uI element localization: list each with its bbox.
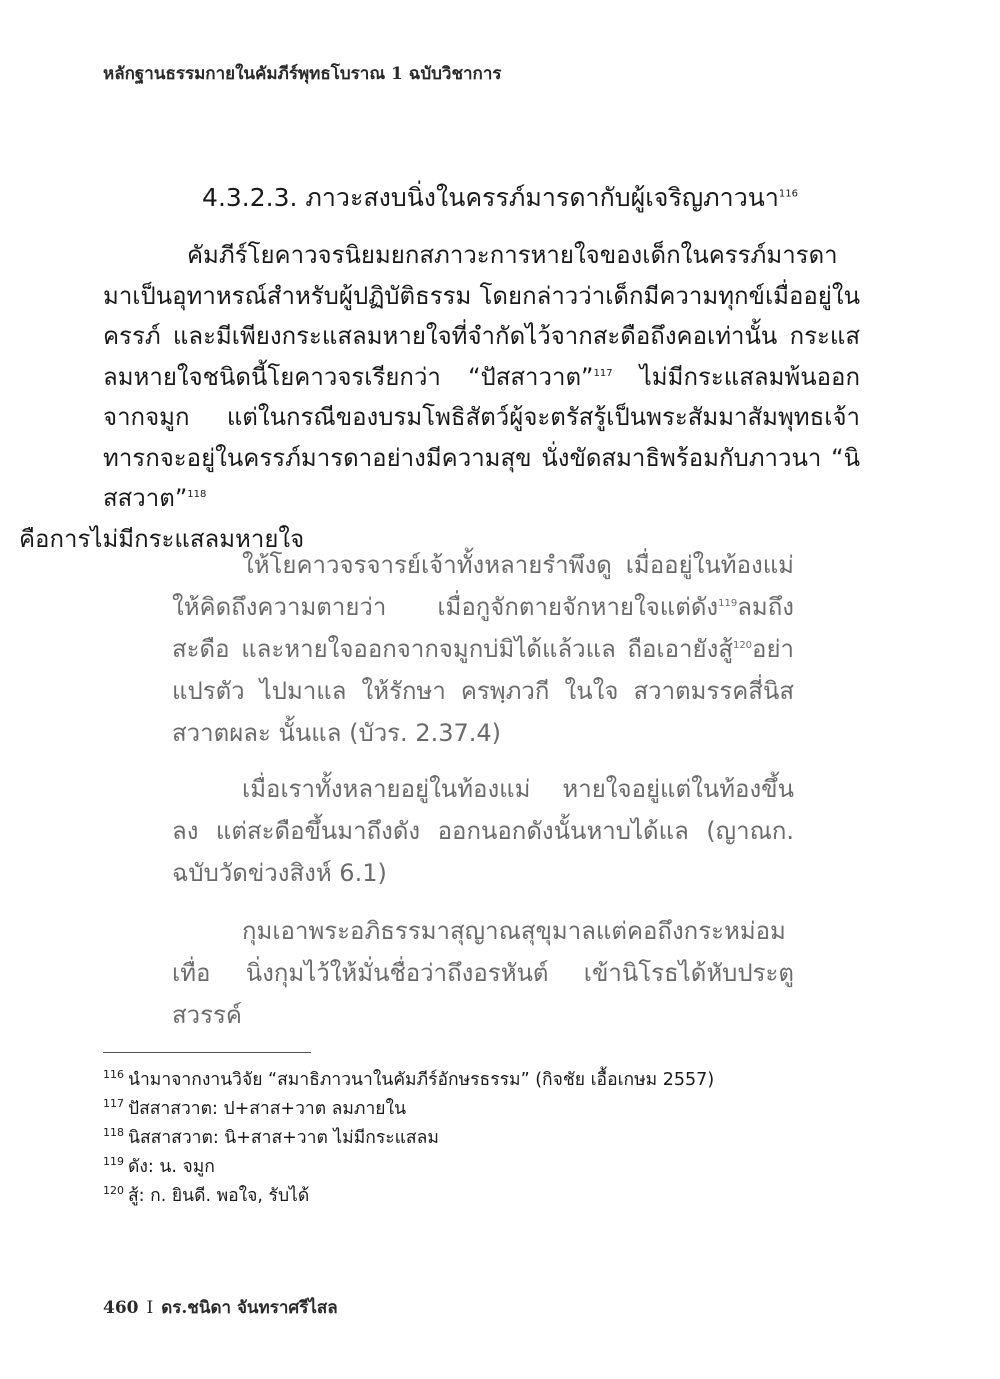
- body-paragraph: [19, 235, 860, 559]
- footnote-number: 118: [103, 1126, 124, 1140]
- page-footer: [103, 1294, 338, 1321]
- footnote-ref-116: 116: [778, 188, 798, 200]
- quote-text-part: อย่าแปรตัว ไปมาแล ให้รักษา ครพฺภวกี ในใจ สวาตมรรคสี่นิสสวาตผละ นั้นแล (บัวร. 2.37.4): [172, 635, 794, 747]
- block-quote-1: [172, 544, 794, 754]
- body-text: [19, 235, 860, 559]
- footnote-text: ปัสสาสวาต: ป+สาส+วาต ลมภายใน: [128, 1099, 407, 1119]
- author-name: ดร.ชนิดา จันทราศรีไสล: [161, 1298, 338, 1318]
- footer-separator: I: [146, 1298, 154, 1318]
- footnote-ref-117: 117: [593, 367, 613, 379]
- footnote-number: 116: [103, 1068, 124, 1082]
- footnote: [103, 1182, 714, 1211]
- footnote-divider: [103, 1052, 311, 1053]
- footnote-text: นำมาจากงานวิจัย “สมาธิภาวนาในคัมภีร์อักษรธรรม” (กิจชัย เอื้อเกษม 2557): [128, 1070, 715, 1090]
- quote-paragraph: กุมเอาพระอภิธรรมาสุญาณสุขุมาลแต่คอถึงกระหม่อมเทื่อ นิ่งกุมไว้ให้มั่นชื่อว่าถึงอรหันต์ เข้านิโรธได้หับประตูสวรรค์: [172, 917, 794, 1029]
- footnote: [103, 1153, 714, 1182]
- footnote: [103, 1066, 714, 1095]
- footnote-number: 119: [103, 1155, 124, 1169]
- body-text-part: คือการไม่มีกระแสลมหายใจ: [19, 524, 305, 553]
- body-text-part: คัมภีร์โยคาวจรนิยมยกสภาวะการหายใจของเด็กในครรภ์มารดามาเป็นอุทาหรณ์สำหรับผู้ปฏิบัติธรรม โดยกล่าวว่าเด็กมีความทุกข์เมื่ออยู่ในครรภ์ และมีเพียงกระแสลมหายใจที่จำกัดไว้จากสะดือถึงคอเท่านั้น กระแสลมหายใจชนิดนี้โยคาวจรเรียกว่า “ปัสสาวาต”: [103, 241, 860, 391]
- quote-text-part: ให้โยคาวจรจารย์เจ้าทั้งหลายรำพึงดู เมื่ออยู่ในท้องแม่ ให้คิดถึงความตายว่า เมื่อกูจักตายจักหายใจแต่ดัง: [172, 551, 794, 621]
- block-quote-3: [172, 910, 794, 1036]
- footnote-text: นิสสาสวาต: นิ+สาส+วาต ไม่มีกระแสลม: [128, 1128, 439, 1148]
- footnote-ref-119: 119: [718, 598, 738, 609]
- footnote-ref-120: 120: [732, 640, 753, 651]
- footnote-number: 120: [103, 1184, 124, 1198]
- body-text-part: ไม่มีกระแสลมพ้นออกจากจมูก แต่ในกรณีของบรมโพธิสัตว์ผู้จะตรัสรู้เป็นพระสัมมาสัมพุทธเจ้า ทารกจะอยู่ในครรภ์มารดาอย่างมีความสุข นั่งขัดสมาธิพร้อมกับภาวนา “นิสสวาต”: [103, 362, 860, 512]
- quote-paragraph: เมื่อเราทั้งหลายอยู่ในท้องแม่ หายใจอยู่แต่ในท้องขึ้นลง แต่สะดือขึ้นมาถึงดัง ออกนอกดังนั้นหาบได้แล (ญาณก. ฉบับวัดข่วงสิงห์ 6.1): [172, 775, 794, 887]
- block-quote-2: [172, 768, 794, 894]
- running-header: หลักฐานธรรมกายในคัมภีร์พุทธโบราณ 1 ฉบับวิชาการ: [103, 64, 502, 84]
- quote-text-part: ลมถึงสะดือ และหายใจออกจากจมูกบ่มิได้แล้วแล ถือเอายังสู้: [172, 593, 794, 663]
- footnote-ref-118: 118: [187, 489, 207, 500]
- footnote: [103, 1124, 714, 1153]
- page-number: 460: [103, 1298, 139, 1318]
- footnote-number: 117: [103, 1097, 124, 1111]
- quote-paragraph: [172, 544, 794, 754]
- footnotes: [103, 1066, 714, 1211]
- footnote-text: สู้: ก. ยินดี. พอใจ, รับได้: [128, 1186, 310, 1206]
- footnote: [103, 1095, 714, 1124]
- section-heading: [100, 178, 900, 218]
- footnote-text: ดัง: น. จมูก: [128, 1157, 215, 1177]
- section-heading-text: 4.3.2.3. ภาวะสงบนิ่งในครรภ์มารดากับผู้เจริญภาวนา: [202, 183, 779, 212]
